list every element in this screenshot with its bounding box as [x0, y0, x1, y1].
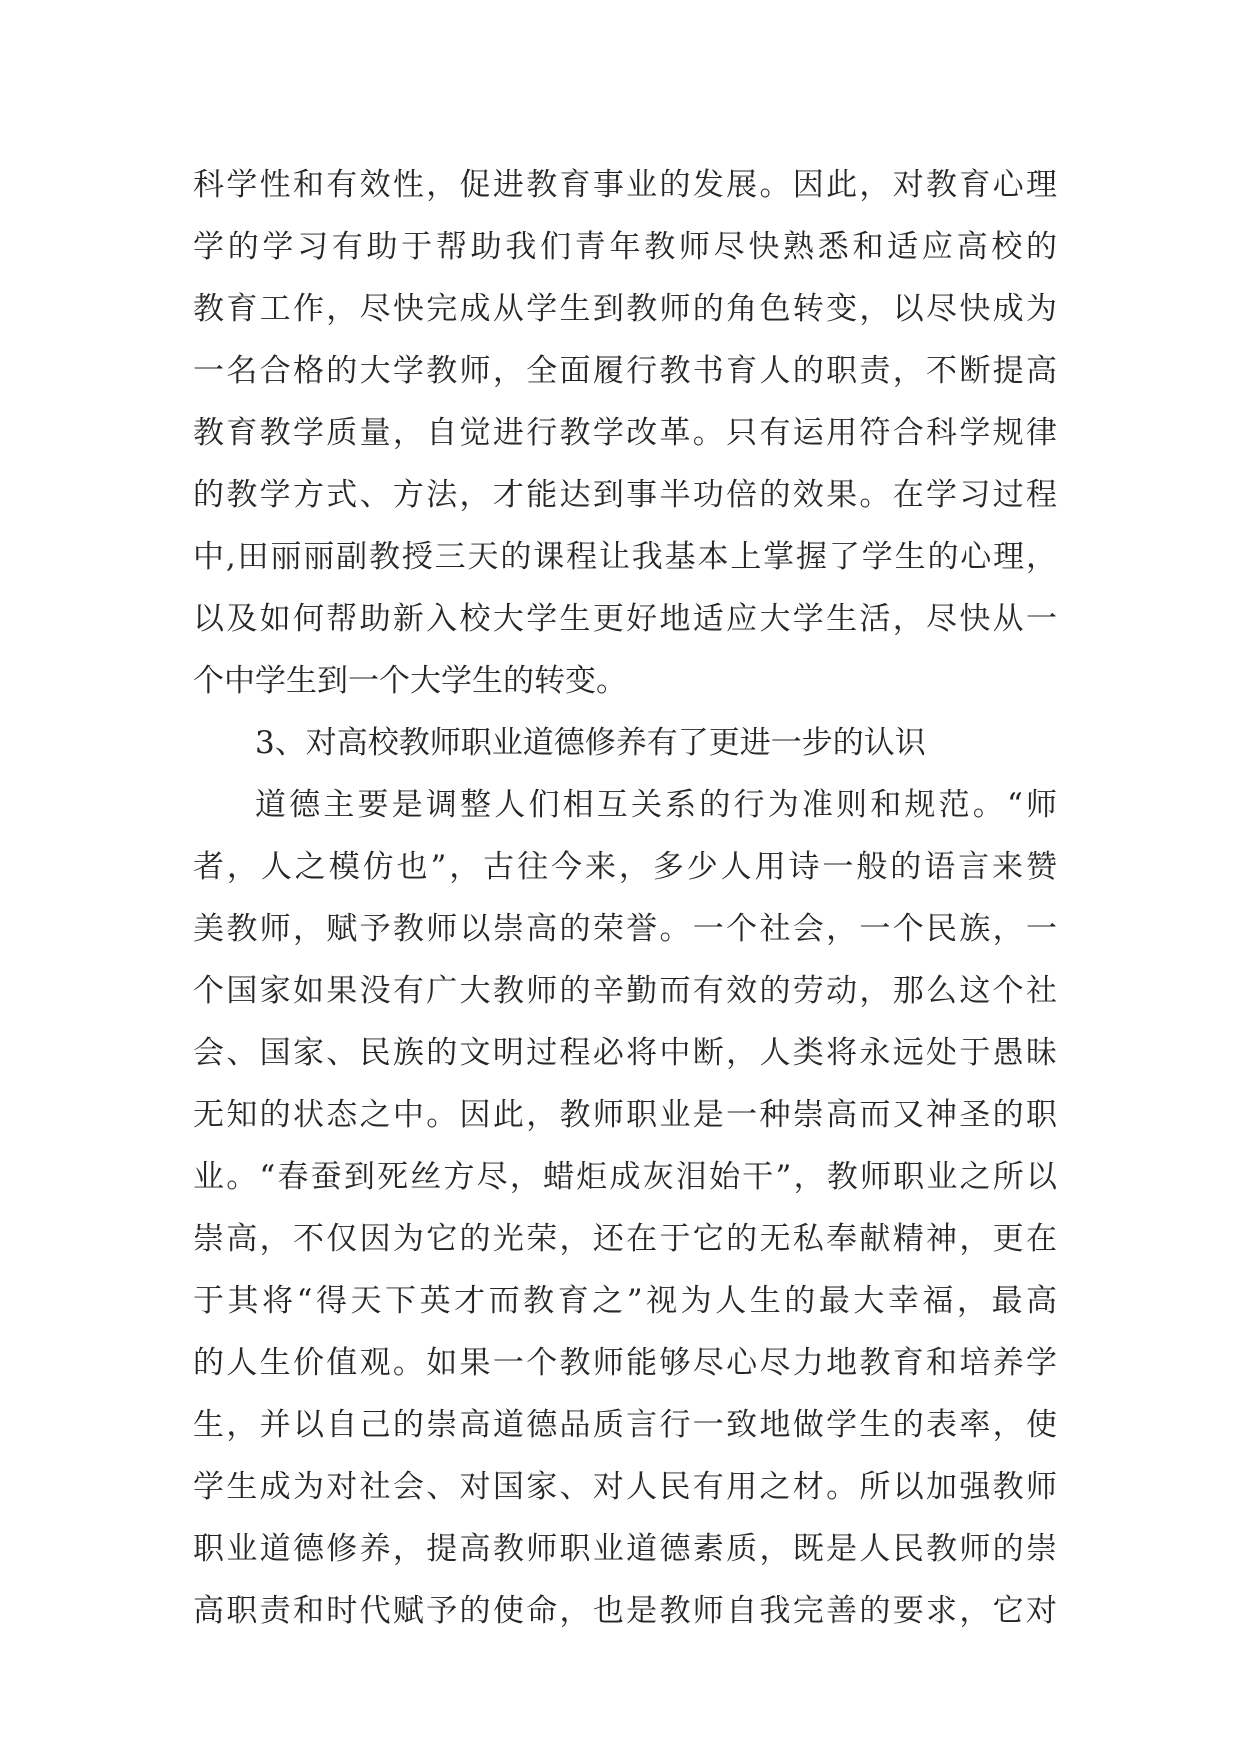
text-line: 业。“春蚕到死丝方尽，蜡炬成灰泪始干”，教师职业之所以: [193, 1159, 1057, 1195]
text-line: 生，并以自己的崇高道德品质言行一致地做学生的表率，使: [193, 1407, 1057, 1443]
text-line: 美教师，赋予教师以崇高的荣誉。一个社会，一个民族，一: [193, 911, 1057, 947]
text-line: 一名合格的大学教师，全面履行教书育人的职责，不断提高: [193, 353, 1057, 389]
text-line: 的人生价值观。如果一个教师能够尽心尽力地教育和培养学: [193, 1345, 1057, 1381]
text-line: 科学性和有效性，促进教育事业的发展。因此，对教育心理: [193, 167, 1057, 203]
text-line: 教育工作，尽快完成从学生到教师的角色转变，以尽快成为: [193, 291, 1057, 327]
text-line: 于其将“得天下英才而教育之”视为人生的最大幸福，最高: [193, 1283, 1057, 1319]
document-page: [193, 154, 1057, 1642]
text-line: 崇高，不仅因为它的光荣，还在于它的无私奉献精神，更在: [193, 1221, 1057, 1257]
text-line: 职业道德修养，提高教师职业道德素质，既是人民教师的崇: [193, 1531, 1057, 1567]
section-heading: 3、对高校教师职业道德修养有了更进一步的认识: [255, 725, 926, 761]
text-line: 个中学生到一个大学生的转变。: [193, 663, 627, 699]
text-line: 会、国家、民族的文明过程必将中断，人类将永远处于愚昧: [193, 1035, 1057, 1071]
text-line: 道德主要是调整人们相互关系的行为准则和规范。“师: [255, 787, 1057, 823]
text-line: 的教学方式、方法，才能达到事半功倍的效果。在学习过程: [193, 477, 1057, 513]
text-line: 教育教学质量，自觉进行教学改革。只有运用符合科学规律: [193, 415, 1057, 451]
text-line: 个国家如果没有广大教师的辛勤而有效的劳动，那么这个社: [193, 973, 1057, 1009]
text-line: 中,田丽丽副教授三天的课程让我基本上掌握了学生的心理，: [193, 539, 1057, 575]
text-line: 学的学习有助于帮助我们青年教师尽快熟悉和适应高校的: [193, 229, 1057, 265]
text-line: 者，人之模仿也”，古往今来，多少人用诗一般的语言来赞: [193, 849, 1057, 885]
text-line: 以及如何帮助新入校大学生更好地适应大学生活，尽快从一: [193, 601, 1057, 637]
text-line: 无知的状态之中。因此，教师职业是一种崇高而又神圣的职: [193, 1097, 1057, 1133]
text-line: 学生成为对社会、对国家、对人民有用之材。所以加强教师: [193, 1469, 1057, 1505]
text-line: 高职责和时代赋予的使命，也是教师自我完善的要求，它对: [193, 1593, 1057, 1629]
